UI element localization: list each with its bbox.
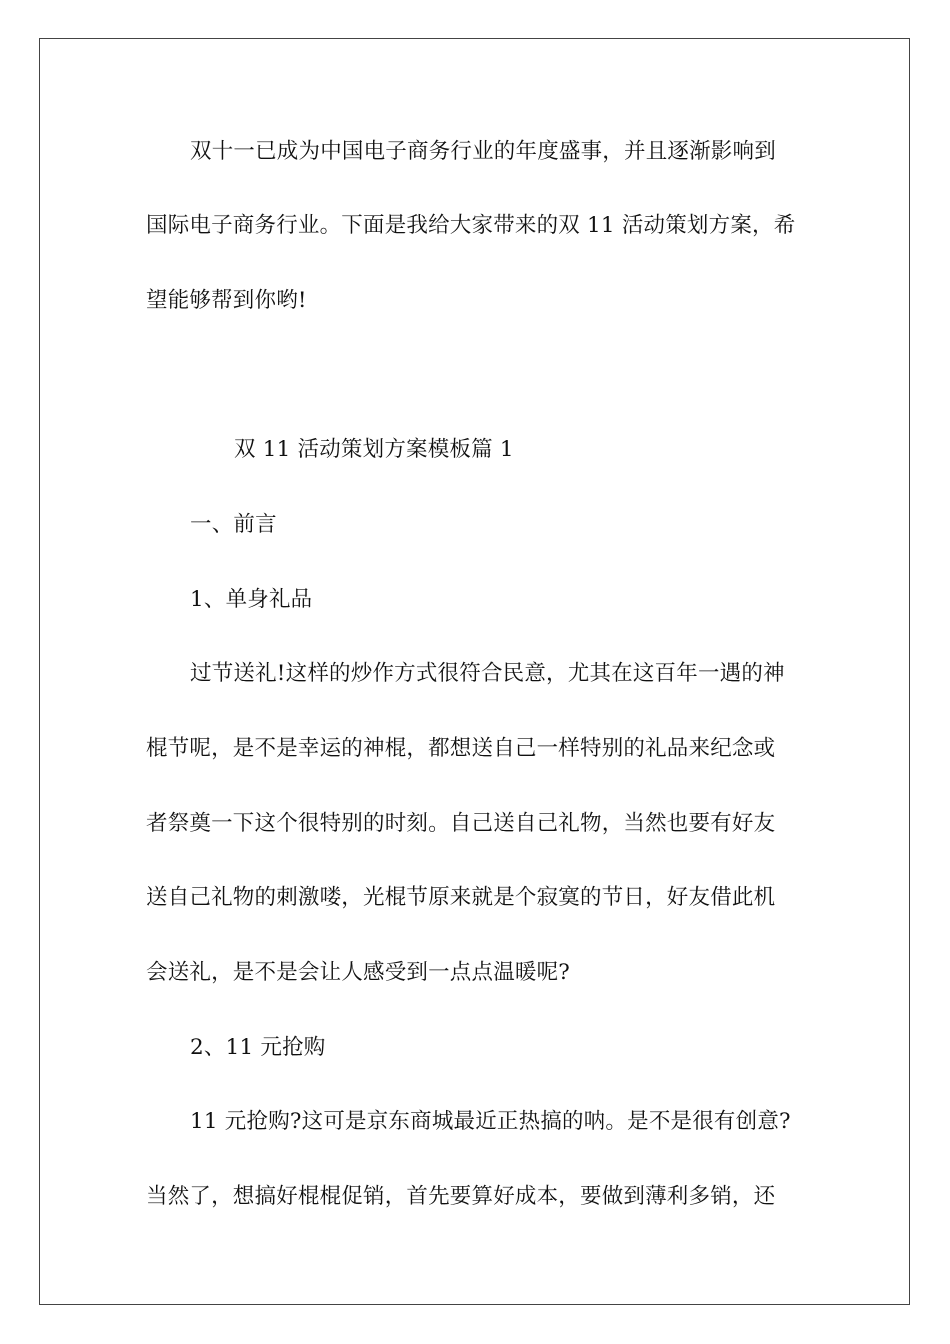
intro-line-2: 国际电子商务行业。下面是我给大家带来的双 11 活动策划方案，希	[146, 213, 796, 238]
paragraph-gift-line-5: 会送礼，是不是会让人感受到一点点温暖呢?	[146, 960, 571, 985]
paragraph-sale-line-2: 当然了，想搞好棍棍促销，首先要算好成本，要做到薄利多销，还	[146, 1184, 776, 1209]
intro-line-1: 双十一已成为中国电子商务行业的年度盛事，并且逐渐影响到	[190, 139, 776, 164]
paragraph-gift-line-1: 过节送礼!这样的炒作方式很符合民意，尤其在这百年一遇的神	[190, 661, 785, 686]
heading-single-gift: 1、单身礼品	[190, 587, 313, 612]
paragraph-gift-line-3: 者祭奠一下这个很特别的时刻。自己送自己礼物，当然也要有好友	[146, 811, 776, 836]
heading-preface: 一、前言	[190, 512, 277, 537]
paragraph-gift-line-4: 送自己礼物的刺激喽，光棍节原来就是个寂寞的节日，好友借此机	[146, 885, 776, 910]
intro-line-3: 望能够帮到你哟!	[146, 288, 307, 313]
paragraph-sale-line-1: 11 元抢购?这可是京东商城最近正热搞的呐。是不是很有创意?	[190, 1109, 791, 1134]
heading-flash-sale: 2、11 元抢购	[190, 1035, 326, 1060]
section-title: 双 11 活动策划方案模板篇 1	[234, 437, 514, 462]
paragraph-gift-line-2: 棍节呢，是不是幸运的神棍，都想送自己一样特别的礼品来纪念或	[146, 736, 776, 761]
